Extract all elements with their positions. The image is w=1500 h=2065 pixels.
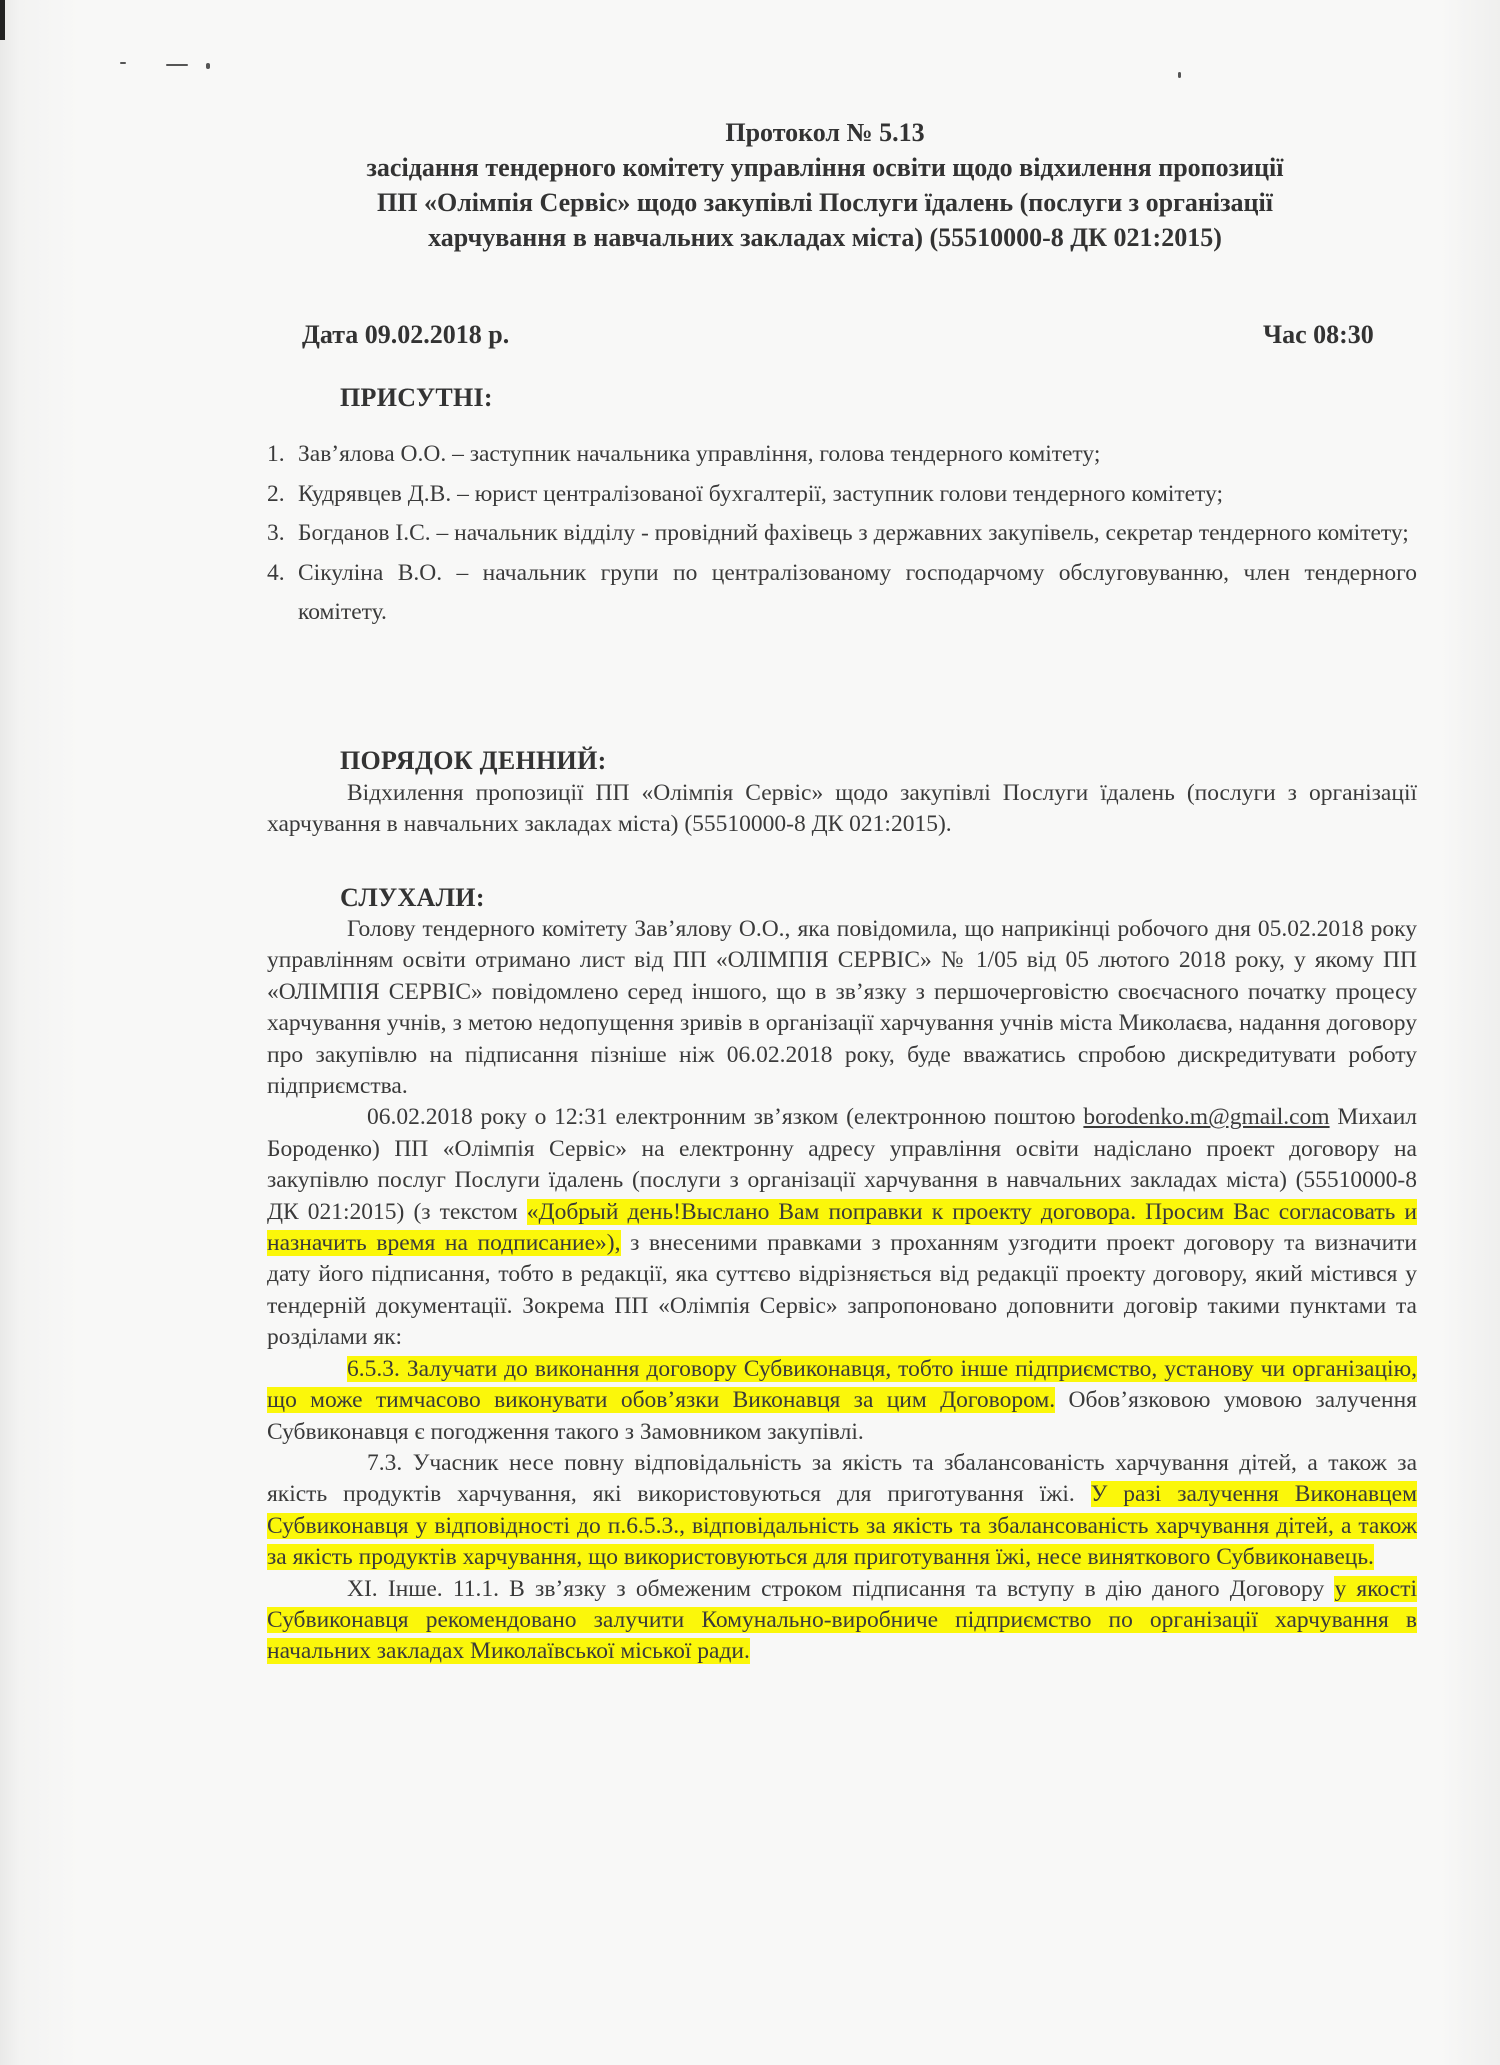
attendee-text: Зав’ялова О.О. – заступник начальника управління, голова тендерного комітету; xyxy=(298,441,1101,467)
meeting-time: Час 08:30 xyxy=(1263,320,1374,349)
attendee-item xyxy=(267,554,1417,633)
heard-paragraph-5 xyxy=(267,1574,1417,1668)
heard-paragraph-1: Голову тендерного комітету Зав’ялову О.О., яка повідомила, що наприкінці робочого дня 05.02.2018 року управлінням освіти отримано лист від ПП «ОЛІМПІЯ СЕРВІС» № 1/05 від 05 лютого 2018 року, у якому ПП «ОЛІМПІЯ СЕРВІС» повідомлено серед іншого, що в зв’язку з першочерговістю своєчасного початку процесу харчування учнів, з метою недопущення зривів в організації харчування учнів міста Миколаєва, надання договору про закупівлю на підписання пізніше ніж 06.02.2018 року, буде вважатись спробою дискредитувати роботу підприємства. xyxy=(267,916,1417,1100)
paragraph-text: 7.3. Учасник несе повну відповідальність за якість та збалансованість харчування дітей, а також за якість продуктів харчування, які використовуються для приготування їжі. xyxy=(267,1449,1417,1508)
document-title: Протокол № 5.13 xyxy=(725,118,925,147)
attendees-heading: ПРИСУТНІ: xyxy=(340,383,493,412)
agenda-text-block xyxy=(267,778,1417,841)
attendee-number: 1. xyxy=(267,441,285,467)
highlighted-clause-73: У разі залучення Виконавцем Субвиконавця у відповідності до п.6.5.3., відповідальність за якість та збалансованість харчування дітей, а також за якість продуктів харчування, що використовуються для приготування їжі, несе виняткового Субвиконавець. xyxy=(267,1481,1417,1571)
attendee-number: 4. xyxy=(267,559,285,586)
heard-body xyxy=(267,914,1417,1668)
document-subtitle-line: ПП «Олімпія Сервіс» щодо закупівлі Послуги їдалень (послуги з організації xyxy=(377,188,1273,217)
heard-paragraph-2 xyxy=(267,1102,1417,1353)
paragraph-text: XI. Інше. 11.1. В зв’язку з обмеженим строком підписання та вступу в дію даного Договору xyxy=(347,1575,1335,1602)
attendee-item xyxy=(267,514,1417,554)
attendees-list xyxy=(267,435,1417,633)
heard-paragraph-4 xyxy=(267,1448,1417,1574)
paragraph-text: з внесеними правками з проханням узгодити проект договору та визначити дату його підписання, тобто в редакції, яка суттєво відрізняється від редакції проекту договору, який містився у тендерній документації. Зокрема ПП «Олімпія Сервіс» запропоновано доповнити договір такими пунктами та розділами як: xyxy=(267,1230,1417,1351)
attendee-text: Богданов І.С. – начальник відділу - провідний фахівець з державних закупівель, секретар тендерного комітету; xyxy=(298,520,1409,546)
email-link[interactable]: borodenko.m@gmail.com xyxy=(1083,1104,1330,1131)
document-subtitle-line: харчування в навчальних закладах міста) (55510000-8 ДК 021:2015) xyxy=(428,223,1222,252)
highlighted-clause-653: 6.5.3. Залучати до виконання договору Субвиконавця, тобто інше підприємство, установу чи організацію, що може тимчасово виконувати обов’язки Виконавця за цим Договором. xyxy=(267,1355,1417,1414)
document-title-block xyxy=(270,115,1380,255)
scan-speck xyxy=(1178,72,1181,78)
scan-speck xyxy=(166,64,188,66)
document-subtitle-line: засідання тендерного комітету управління освіти щодо відхилення пропозиції xyxy=(366,153,1284,182)
heard-paragraph-3 xyxy=(267,1354,1417,1448)
attendee-item xyxy=(267,435,1417,475)
scan-speck xyxy=(206,63,210,69)
meeting-date: Дата 09.02.2018 р. xyxy=(302,320,510,349)
scan-speck xyxy=(120,62,126,64)
paragraph-text: Михаил Бороденко) ПП «Олімпія Сервіс» на електронну адресу управління освіти надіслано проект договору на закупівлю послуг Послуги їдалень (послуги з організації харчування в навчальних закладах міста) (55510000-8 ДК 021:2015) (з текстом xyxy=(267,1104,1417,1225)
attendee-item xyxy=(267,475,1417,515)
attendee-text: Сікуліна В.О. – начальник групи по централізованому господарчому обслуговуванню, член тендерного комітету. xyxy=(298,559,1417,625)
agenda-heading: ПОРЯДОК ДЕННИЙ: xyxy=(340,746,607,775)
attendee-text: Кудрявцев Д.В. – юрист централізованої бухгалтерії, заступник голови тендерного комітету; xyxy=(298,480,1223,507)
heard-heading: СЛУХАЛИ: xyxy=(340,883,485,912)
attendee-number: 3. xyxy=(267,520,285,546)
agenda-text: Відхилення пропозиції ПП «Олімпія Сервіс» щодо закупівлі Послуги їдалень (послуги з організації харчування в навчальних закладах міста) (55510000-8 ДК 021:2015). xyxy=(267,780,1417,838)
paragraph-text: 06.02.2018 року о 12:31 електронним зв’язком (електронною поштою xyxy=(367,1104,1084,1131)
highlighted-quote: «Добрый день!Выслано Вам поправки к проекту договора. Просим Вас согласовать и назначить время на подписание»), xyxy=(267,1198,1417,1257)
paragraph-text: Обов’язковою умовою залучення Субвиконавця є погодження такого з Замовником закупівлі. xyxy=(267,1387,1417,1445)
attendee-number: 2. xyxy=(267,480,285,507)
scan-edge-mark xyxy=(0,0,5,40)
highlighted-clause-111: у якості Субвиконавця рекомендовано залучити Комунально-виробниче підприємство по організації харчування в начальних закладах Миколаївської міської ради. xyxy=(267,1575,1417,1665)
